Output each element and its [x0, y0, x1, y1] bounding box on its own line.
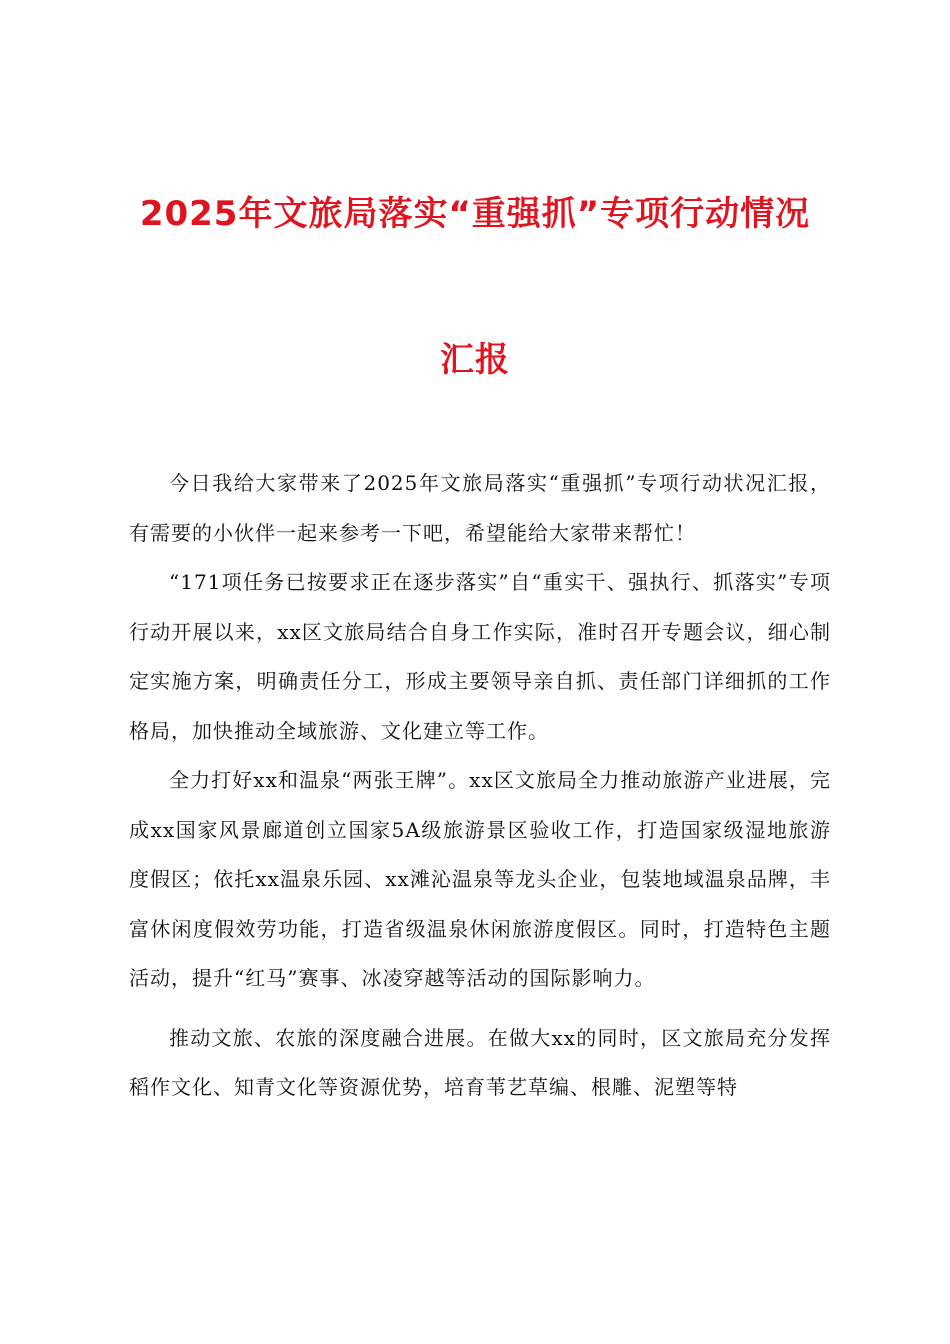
document-title-line-2: 汇报 [440, 340, 510, 380]
document-title-line-1: 2025年文旅局落实“重强抓”专项行动情况 [139, 194, 811, 234]
paragraph-intro: 今日我给大家带来了2025年文旅局落实“重强抓”专项行动状况汇报，有需要的小伙伴一起来参考一下吧，希望能给大家带来帮忙！ [129, 471, 831, 545]
paragraph-tourism: 全力打好xx和温泉“两张王牌”。xx区文旅局全力推动旅游产业进展，完成xx国家风景廊道创立国家5A级旅游景区验收工作，打造国家级湿地旅游度假区；依托xx温泉乐园、xx滩沁温泉等龙头企业，包装地域温泉品牌，丰富休闲度假效劳功能，打造省级温泉休闲旅游度假区。同时，打造特色主题活动，提升“红马”赛事、冰凌穿越等活动的国际影响力。 [129, 768, 831, 990]
document-body [129, 459, 831, 1113]
paragraph-integration: 推动文旅、农旅的深度融合进展。在做大xx的同时，区文旅局充分发挥稻作文化、知青文化等资源优势，培育苇艺草编、根雕、泥塑等特 [129, 1025, 831, 1099]
paragraph-tasks: “171项任务已按要求正在逐步落实”自“重实干、强执行、抓落实”专项行动开展以来，xx区文旅局结合自身工作实际，准时召开专题会议，细心制定实施方案，明确责任分工，形成主要领导亲自抓、责任部门详细抓的工作格局，加快推动全域旅游、文化建立等工作。 [129, 570, 831, 743]
